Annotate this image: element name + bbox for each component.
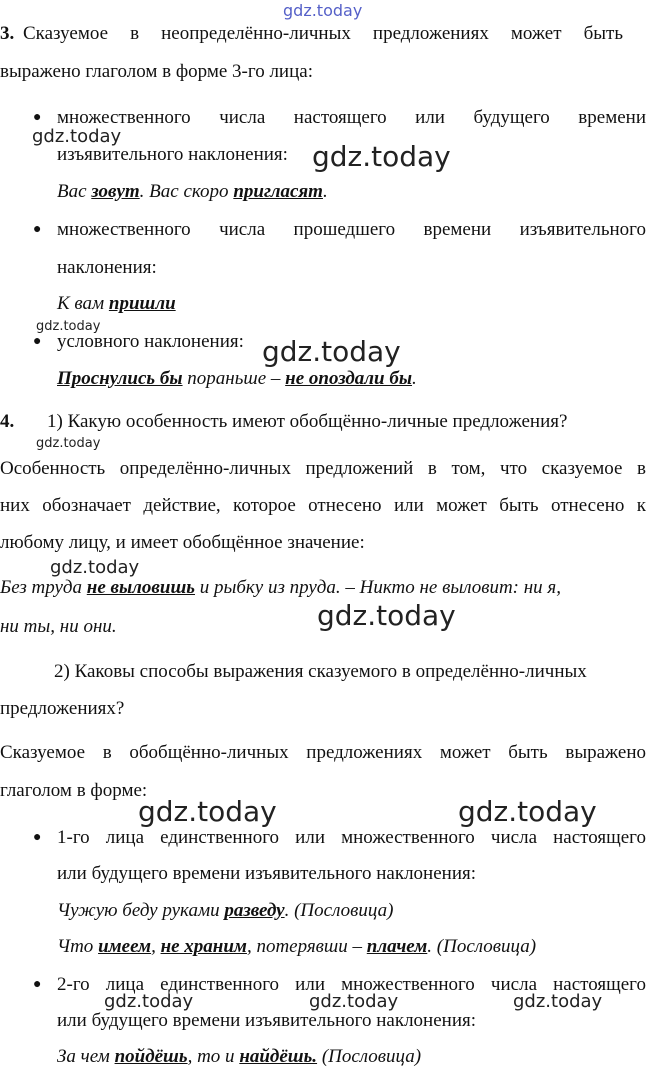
example-text: и рыбку из пруда. – Никто не выловит: ни я, [195,577,562,598]
bullet-icon: ● [33,830,42,845]
example-text: , то и [187,1046,240,1067]
task4-question1-text: 1) Какую особенность имеют обобщённо-личные предложения? [47,411,568,432]
example-text: (Пословица) [317,1046,422,1067]
task3-example3 [57,367,417,391]
task4-answer1-line3: любому лицу, и имеет обобщённое значение: [0,532,365,553]
example-text: пораньше – [182,368,286,389]
task4-bullet2-line1: 2-го лица единственного или множественного числа настоящего [57,974,646,995]
watermark: gdz.today [513,991,603,1012]
predicate: плачем [366,936,428,957]
example-text: Что [57,936,99,957]
task4-question2-line2: предложениях? [0,698,125,719]
bullet-icon: ● [33,334,42,349]
bullet-icon: ● [33,977,42,992]
task4-bullet2-line2: или будущего времени изъявительного наклонения: [57,1010,477,1031]
watermark: gdz.today [317,599,456,632]
watermark: gdz.today [36,319,101,334]
watermark: gdz.today [312,140,451,173]
predicate: пойдёшь [114,1046,188,1067]
task4-example5 [57,899,393,923]
example-text: К вам [57,293,109,314]
task4-example4-line2: ни ты, ни они. [0,616,117,637]
task4-answer1-line2: них обозначает действие, которое отнесено или может быть отнесено к [0,495,646,516]
predicate: найдёшь. [239,1046,318,1067]
watermark: gdz.today [262,335,401,368]
predicate: не храним [160,936,247,957]
task3-intro-line2: выражено глаголом в форме 3-го лица: [0,61,313,82]
task3-example1 [57,180,328,204]
example-text: Вас [57,181,92,202]
example-text: Без труда [0,577,87,598]
watermark: gdz.today [104,991,194,1012]
task3-intro-line1 [0,22,646,46]
task4-example4-line1 [0,576,561,600]
example-text: . (Пословица) [427,936,537,957]
task3-bullet1-line2: изъявительного наклонения: [57,144,288,165]
predicate: пригласят [233,181,323,202]
task4-question2-line1: 2) Каковы способы выражения сказуемого в определённо-личных [54,661,587,682]
task3-number: 3. [0,23,15,44]
example-text: , потерявши – [246,936,367,957]
watermark: gdz.today [36,436,101,451]
task4-number: 4. [0,411,15,432]
task4-bullet1-line2: или будущего времени изъявительного наклонения: [57,863,477,884]
predicate: пришли [108,293,176,314]
predicate: Проснулись бы [57,368,183,389]
example-text: За чем [57,1046,115,1067]
predicate: не выловишь [86,577,195,598]
predicate: разведу [224,900,285,921]
watermark: gdz.today [138,795,277,828]
predicate: не опоздали бы [285,368,413,389]
task4-example6 [57,935,536,959]
watermark: gdz.today [50,557,140,578]
task4-bullet1-line1: 1-го лица единственного или множественного числа настоящего [57,827,646,848]
task3-example2 [57,292,176,316]
watermark: gdz.today [458,795,597,828]
task4-answer2-line2: глаголом в форме: [0,780,148,801]
example-text: Чужую беду руками [57,900,225,921]
task4-example7 [57,1045,421,1069]
example-text: , [151,936,161,957]
task3-bullet1-line1: множественного числа настоящего или будущего времени [57,107,646,128]
task3-bullet3-line1: условного наклонения: [57,331,244,352]
bullet-icon: ● [33,110,42,125]
example-text: . (Пословица) [284,900,394,921]
predicate: зовут [91,181,140,202]
bullet-icon: ● [33,222,42,237]
watermark: gdz.today [32,126,122,147]
task3-bullet2-line2: наклонения: [57,257,157,278]
task4-answer2-line1: Сказуемое в обобщённо-личных предложениях может быть выражено [0,742,646,763]
task4-answer1-line1: Особенность определённо-личных предложений в том, что сказуемое в [0,458,646,479]
example-text: . [412,368,417,389]
example-text: . Вас скоро [139,181,234,202]
task3-bullet2-line1: множественного числа прошедшего времени изъявительного [57,219,646,240]
task4-question1 [0,410,567,434]
watermark: gdz.today [309,991,399,1012]
predicate: имеем [98,936,152,957]
example-text: . [322,181,328,202]
task3-intro-text: Сказуемое в неопределённо-личных предложениях может быть [23,23,623,44]
watermark: gdz.today [283,1,363,20]
